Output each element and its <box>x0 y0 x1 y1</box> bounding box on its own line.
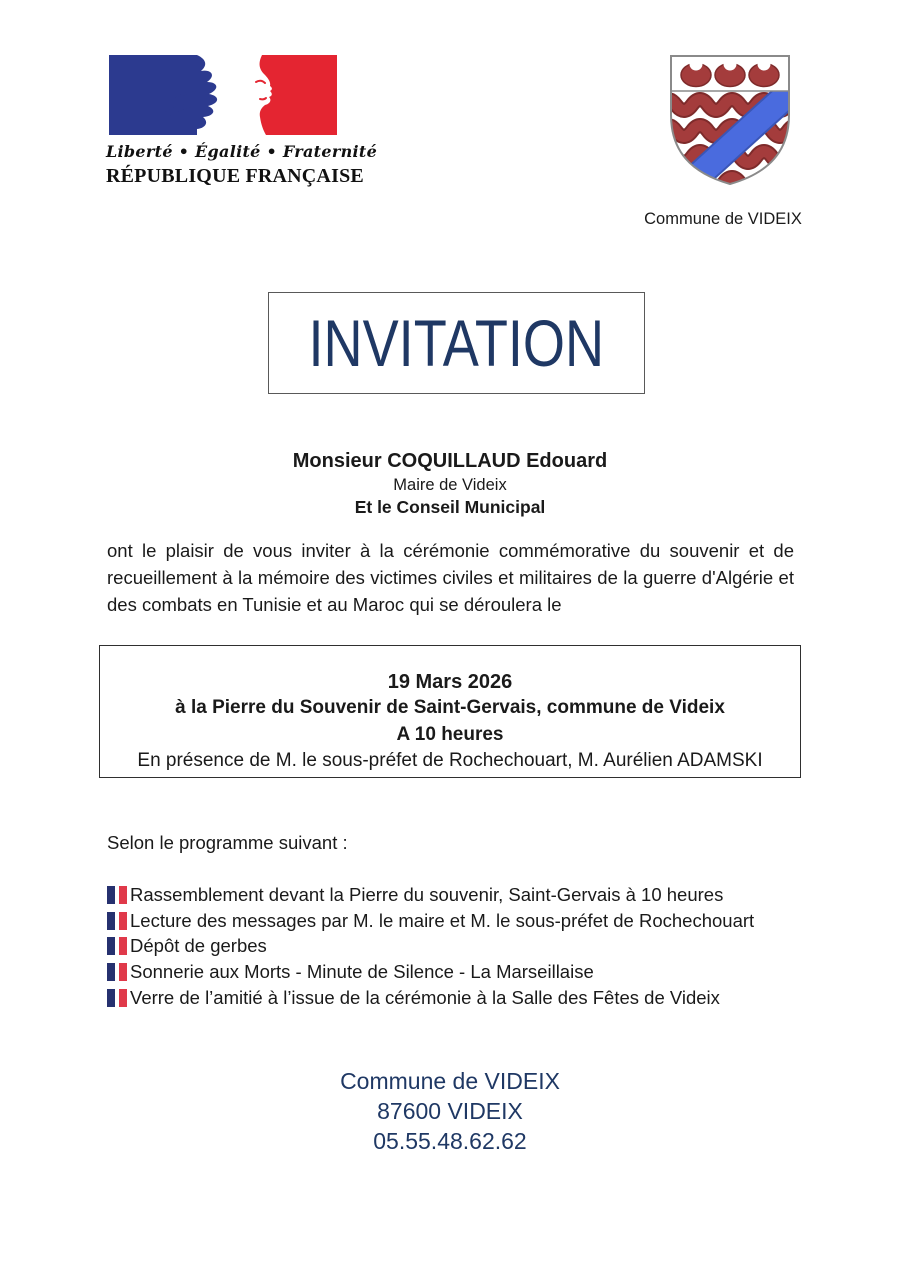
host-council: Et le Conseil Municipal <box>354 497 546 517</box>
invitation-title: INVITATION <box>308 306 605 380</box>
event-presence: En présence de M. le sous-préfet de Rochechouart, M. Aurélien ADAMSKI <box>137 749 763 771</box>
videix-coat-of-arms <box>668 53 792 187</box>
bullet-red-bar <box>119 886 127 904</box>
bullet-red-bar <box>119 963 127 981</box>
french-flag-bullet-icon <box>107 937 127 955</box>
program-item <box>107 933 807 959</box>
event-details-box <box>99 645 801 778</box>
footer-contact-block <box>0 1066 900 1156</box>
program-item <box>107 985 807 1011</box>
footer-postal: 87600 VIDEIX <box>377 1098 523 1124</box>
program-heading: Selon le programme suivant : <box>107 832 348 853</box>
program-item-text: Rassemblement devant la Pierre du souvenir, Saint-Gervais à 10 heures <box>130 883 724 905</box>
event-time: A 10 heures <box>396 723 504 745</box>
host-name: Monsieur COQUILLAUD Edouard <box>292 450 608 472</box>
french-flag-bullet-icon <box>107 989 127 1007</box>
bullet-blue-bar <box>107 912 115 930</box>
program-item-text: Verre de l’amitié à l’issue de la cérémonie à la Salle des Fêtes de Videix <box>130 986 720 1008</box>
logo-title: RÉPUBLIQUE FRANÇAISE <box>106 165 364 187</box>
french-flag-bullet-icon <box>107 886 127 904</box>
republique-francaise-logo <box>106 55 378 188</box>
program-item-text: Sonnerie aux Morts - Minute de Silence - La Marseillaise <box>130 960 594 982</box>
program-item-text: Lecture des messages par M. le maire et M. le sous-préfet de Rochechouart <box>130 909 755 931</box>
hosts-block <box>0 448 900 519</box>
bullet-blue-bar <box>107 963 115 981</box>
program-item <box>107 959 807 985</box>
invitation-title-box <box>268 292 645 394</box>
bullet-red-bar <box>119 912 127 930</box>
logo-motto: Liberté • Égalité • Fraternité <box>106 142 378 161</box>
bullet-red-bar <box>119 989 127 1007</box>
program-item <box>107 908 807 934</box>
commune-label: Commune de VIDEIX <box>644 210 802 228</box>
program-item <box>107 882 807 908</box>
footer-phone: 05.55.48.62.62 <box>373 1128 527 1154</box>
event-place: à la Pierre du Souvenir de Saint-Gervais, commune de Videix <box>175 697 725 719</box>
french-flag-bullet-icon <box>107 912 127 930</box>
program-list <box>107 882 807 1010</box>
coat-of-arms-icon <box>668 53 792 187</box>
program-item-text: Dépôt de gerbes <box>130 935 267 957</box>
intro-paragraph: ont le plaisir de vous inviter à la cérémonie commémorative du souvenir et de recueillement à la mémoire des victimes civiles et militaires de la guerre d'Algérie et des combats en Tunisie et au Maroc qui se déroulera le <box>107 540 794 615</box>
host-role: Maire de Videix <box>393 476 507 494</box>
event-date: 19 Mars 2026 <box>387 671 513 693</box>
french-flag-bullet-icon <box>107 963 127 981</box>
bullet-red-bar <box>119 937 127 955</box>
bullet-blue-bar <box>107 886 115 904</box>
marianne-flag-icon <box>109 55 337 135</box>
bullet-blue-bar <box>107 989 115 1007</box>
footer-commune: Commune de VIDEIX <box>340 1068 560 1094</box>
bullet-blue-bar <box>107 937 115 955</box>
